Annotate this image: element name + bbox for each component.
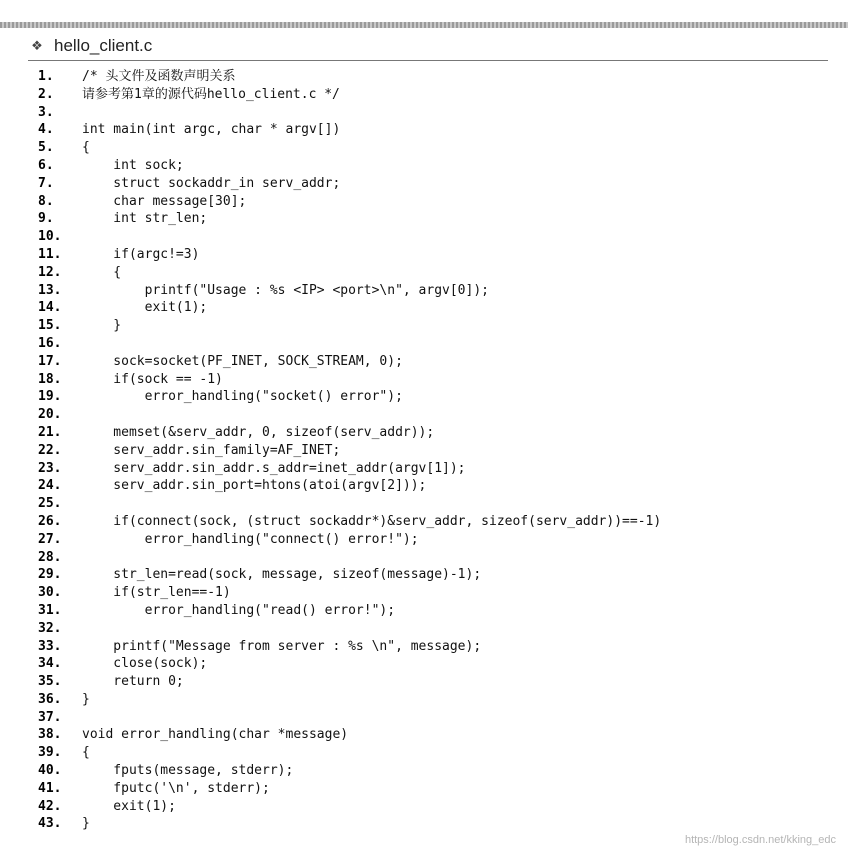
- line-number: 36.: [38, 691, 62, 707]
- line-text: fputs(message, stderr);: [82, 763, 294, 779]
- top-band: [0, 22, 848, 28]
- line-number: 14.: [38, 300, 62, 316]
- line-text: close(sock);: [82, 656, 208, 672]
- code-line: [38, 228, 661, 246]
- code-line: [38, 531, 661, 549]
- code-line: [38, 210, 661, 228]
- line-text: if(connect(sock, (struct sockaddr*)&serv_addr, sizeof(serv_addr))==-1): [82, 513, 662, 529]
- code-line: [38, 317, 661, 335]
- line-text: {: [82, 140, 90, 156]
- line-number: 27.: [38, 531, 62, 547]
- code-line: [38, 424, 661, 442]
- code-line: [38, 406, 661, 424]
- code-line: [38, 442, 661, 460]
- code-line: [38, 584, 661, 602]
- code-line: [38, 673, 661, 691]
- line-number: 16.: [38, 335, 62, 351]
- line-number: 7.: [38, 175, 54, 191]
- listing-header: [30, 34, 152, 58]
- line-text: memset(&serv_addr, 0, sizeof(serv_addr));: [82, 424, 435, 440]
- line-number: 43.: [38, 816, 62, 832]
- line-number: 5.: [38, 140, 54, 156]
- code-line: [38, 460, 661, 478]
- line-text: struct sockaddr_in serv_addr;: [82, 175, 341, 191]
- code-line: [38, 638, 661, 656]
- line-number: 19.: [38, 389, 62, 405]
- code-line: [38, 193, 661, 211]
- line-number: 35.: [38, 674, 62, 690]
- line-number: 31.: [38, 602, 62, 618]
- code-line: [38, 477, 661, 495]
- line-number: 9.: [38, 211, 54, 227]
- line-text: error_handling("connect() error!");: [82, 531, 419, 547]
- line-number: 37.: [38, 709, 62, 725]
- line-number: 24.: [38, 478, 62, 494]
- listing-title: hello_client.c: [54, 36, 153, 55]
- code-line: [38, 264, 661, 282]
- code-line: [38, 121, 661, 139]
- line-number: 26.: [38, 513, 62, 529]
- line-text: exit(1);: [82, 300, 208, 316]
- line-number: 23.: [38, 460, 62, 476]
- line-text: printf("Message from server : %s \n", message);: [82, 638, 482, 654]
- line-number: 2.: [38, 86, 54, 102]
- line-number: 12.: [38, 264, 62, 280]
- line-text: {: [82, 264, 122, 280]
- code-line: [38, 691, 661, 709]
- line-text: error_handling("socket() error");: [82, 389, 403, 405]
- line-text: serv_addr.sin_family=AF_INET;: [82, 442, 341, 458]
- code-line: [38, 798, 661, 816]
- line-number: 33.: [38, 638, 62, 654]
- code-line: [38, 620, 661, 638]
- line-number: 11.: [38, 246, 62, 262]
- line-number: 41.: [38, 780, 62, 796]
- code-line: [38, 371, 661, 389]
- line-number: 22.: [38, 442, 62, 458]
- line-number: 42.: [38, 798, 62, 814]
- code-line: [38, 780, 661, 798]
- code-line: [38, 602, 661, 620]
- line-number: 40.: [38, 763, 62, 779]
- line-number: 18.: [38, 371, 62, 387]
- line-number: 15.: [38, 318, 62, 334]
- line-text: if(argc!=3): [82, 246, 200, 262]
- code-line: [38, 709, 661, 727]
- line-number: 13.: [38, 282, 62, 298]
- code-line: [38, 335, 661, 353]
- line-text: if(str_len==-1): [82, 585, 231, 601]
- line-number: 8.: [38, 193, 54, 209]
- code-line: [38, 299, 661, 317]
- code-line: [38, 815, 661, 833]
- line-text: serv_addr.sin_addr.s_addr=inet_addr(argv[1]);: [82, 460, 466, 476]
- line-number: 29.: [38, 567, 62, 583]
- line-number: 3.: [38, 104, 54, 120]
- code-line: [38, 762, 661, 780]
- watermark: https://blog.csdn.net/kking_edc: [684, 834, 836, 846]
- line-text: int main(int argc, char * argv[]): [82, 122, 341, 138]
- code-line: [38, 495, 661, 513]
- line-text: }: [82, 318, 122, 334]
- line-number: 39.: [38, 745, 62, 761]
- line-number: 20.: [38, 407, 62, 423]
- line-text: int sock;: [82, 157, 184, 173]
- line-text: {: [82, 745, 90, 761]
- line-text: }: [82, 816, 90, 832]
- code-listing: [38, 68, 661, 833]
- code-line: [38, 744, 661, 762]
- diamond-bullet-icon: ❖: [31, 38, 43, 54]
- code-line: [38, 353, 661, 371]
- line-text: /* 头文件及函数声明关系: [82, 69, 236, 84]
- code-line: [38, 175, 661, 193]
- code-line: [38, 513, 661, 531]
- line-text: 请参考第1章的源代码hello_client.c */: [82, 86, 340, 102]
- line-text: return 0;: [82, 674, 184, 690]
- code-line: [38, 726, 661, 744]
- code-line: [38, 157, 661, 175]
- code-line: [38, 246, 661, 264]
- code-line: [38, 68, 661, 86]
- line-number: 1.: [38, 69, 54, 84]
- code-line: [38, 388, 661, 406]
- line-text: void error_handling(char *message): [82, 727, 349, 743]
- code-line: [38, 655, 661, 673]
- line-number: 10.: [38, 229, 62, 245]
- line-number: 17.: [38, 353, 62, 369]
- line-number: 38.: [38, 727, 62, 743]
- code-line: [38, 139, 661, 157]
- line-number: 28.: [38, 549, 62, 565]
- line-number: 6.: [38, 157, 54, 173]
- line-number: 21.: [38, 424, 62, 440]
- header-divider: [28, 60, 828, 61]
- code-line: [38, 566, 661, 584]
- line-text: str_len=read(sock, message, sizeof(message)-1);: [82, 567, 482, 583]
- line-text: exit(1);: [82, 798, 176, 814]
- line-text: serv_addr.sin_port=htons(atoi(argv[2]));: [82, 478, 427, 494]
- line-text: sock=socket(PF_INET, SOCK_STREAM, 0);: [82, 353, 403, 369]
- line-number: 30.: [38, 585, 62, 601]
- line-number: 34.: [38, 656, 62, 672]
- code-line: [38, 104, 661, 122]
- code-line: [38, 549, 661, 567]
- line-text: error_handling("read() error!");: [82, 602, 396, 618]
- line-text: if(sock == -1): [82, 371, 223, 387]
- line-text: char message[30];: [82, 193, 247, 209]
- line-number: 25.: [38, 496, 62, 512]
- code-line: [38, 282, 661, 300]
- line-text: }: [82, 691, 90, 707]
- line-number: 32.: [38, 620, 62, 636]
- line-number: 4.: [38, 122, 54, 138]
- code-line: [38, 86, 661, 104]
- line-text: fputc('\n', stderr);: [82, 780, 270, 796]
- line-text: printf("Usage : %s <IP> <port>\n", argv[0]);: [82, 282, 489, 298]
- line-text: int str_len;: [82, 211, 208, 227]
